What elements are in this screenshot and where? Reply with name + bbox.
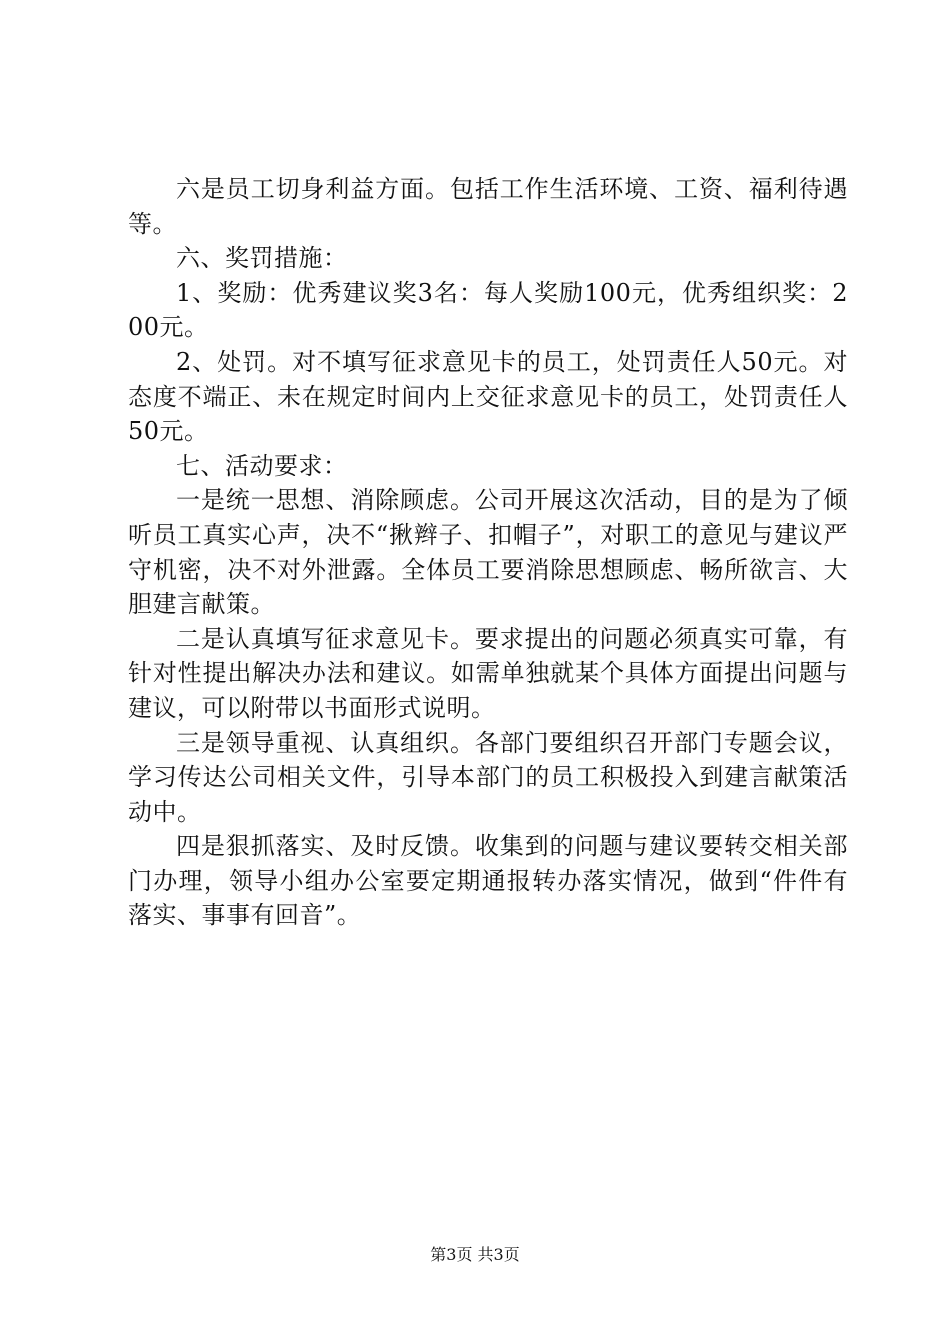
paragraph-requirement-1: 一是统一思想、消除顾虑。公司开展这次活动，目的是为了倾听员工真实心声，决不“揪辫子、扣帽子”，对职工的意见与建议严守机密，决不对外泄露。全体员工要消除思想顾虑、畅所欲言、大胆建言献策。 bbox=[128, 486, 848, 619]
paragraph-requirement-4: 四是狠抓落实、及时反馈。收集到的问题与建议要转交相关部门办理，领导小组办公室要定期通报转办落实情况，做到“件件有落实、事事有回音”。 bbox=[128, 832, 848, 930]
heading-rewards-penalties: 六、奖罚措施： bbox=[176, 244, 348, 273]
paragraph-requirement-3: 三是领导重视、认真组织。各部门要组织召开部门专题会议，学习传达公司相关文件，引导本部门的员工积极投入到建言献策活动中。 bbox=[128, 728, 848, 826]
page-number-footer: 第3页 共3页 bbox=[430, 1245, 520, 1264]
paragraph-rewards: 1、奖励：优秀建议奖3名：每人奖励100元，优秀组织奖：200元。 bbox=[128, 278, 848, 342]
paragraph-requirement-2: 二是认真填写征求意见卡。要求提出的问题必须真实可靠，有针对性提出解决办法和建议。如需单独就某个具体方面提出问题与建议，可以附带以书面形式说明。 bbox=[128, 624, 848, 722]
document-body bbox=[128, 172, 848, 933]
heading-activity-requirements: 七、活动要求： bbox=[176, 451, 348, 480]
paragraph-employee-interests: 六是员工切身利益方面。包括工作生活环境、工资、福利待遇等。 bbox=[128, 175, 848, 238]
paragraph-penalties: 2、处罚。对不填写征求意见卡的员工，处罚责任人50元。对态度不端正、未在规定时间内上交征求意见卡的员工，处罚责任人50元。 bbox=[128, 347, 848, 446]
